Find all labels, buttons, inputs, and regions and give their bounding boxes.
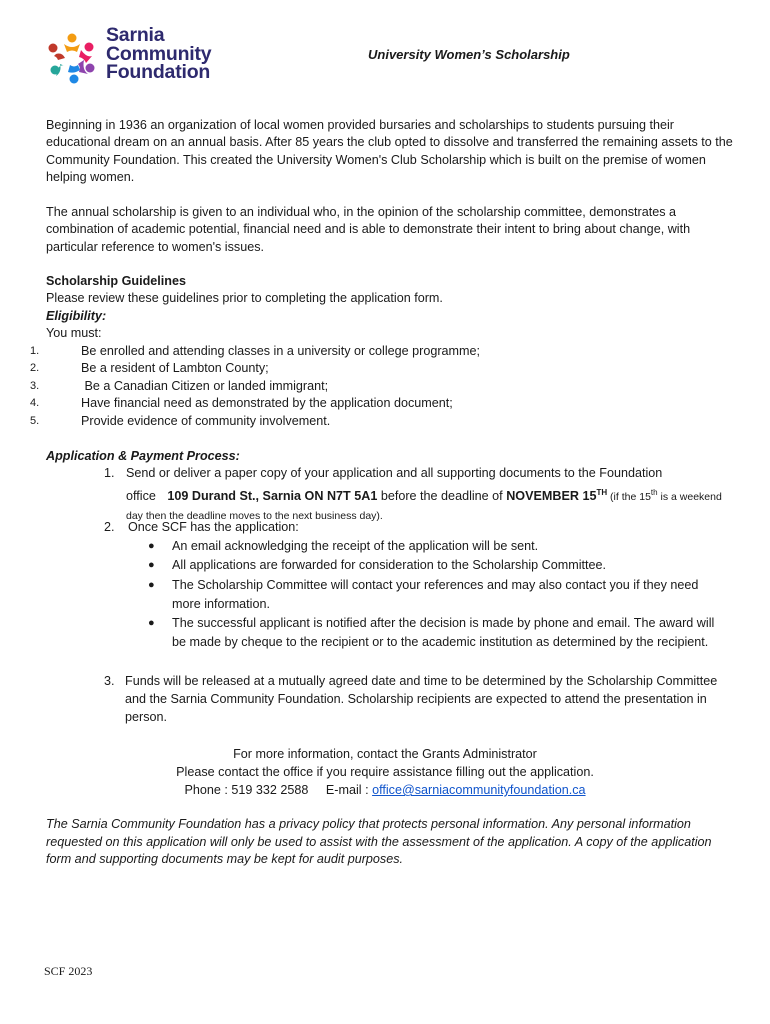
step-1-line-1: Send or deliver a paper copy of your application and all supporting documents to the Foundation [126, 466, 663, 480]
process-heading: Application & Payment Process: [46, 449, 240, 463]
foundation-logo [44, 26, 224, 88]
phone-label: Phone : 519 332 2588 [184, 783, 309, 797]
eligibility-heading: Eligibility: [46, 308, 107, 323]
weekend-note-line-2: day then the deadline moves to the next business day). [126, 510, 383, 522]
you-must-label: You must: [46, 326, 102, 341]
bullet-icon: ● [148, 617, 155, 629]
eligibility-list [0, 343, 700, 430]
list-number: 1. [30, 345, 40, 357]
logo-line-2: Community [106, 42, 212, 65]
weekend-note-b: is a weekend [657, 491, 722, 503]
intro-paragraph-1 [46, 117, 736, 187]
guidelines-section [46, 273, 736, 343]
privacy-notice: The Sarnia Community Foundation has a privacy policy that protects personal information. Any personal information requested on this application will only be used to assist with the assessment of the application. A copy of the application form and supporting documents may be kept for audit purposes. [46, 817, 712, 867]
step-1-content [126, 464, 736, 526]
step-number: 2. [104, 520, 115, 534]
intro-text-1: Beginning in 1936 an organization of local women provided bursaries and scholarships to students pursuing their educational dream on an annual basis. After 85 years the club opted to dissolve and transferred the remaining assets to the Community Foundation. This created the University Women's Club Scholarship which is built on the premise of women helping women. [46, 118, 733, 185]
list-item [0, 343, 700, 360]
footer-code: SCF 2023 [44, 964, 93, 978]
step-2-text: Once SCF has the application: [128, 520, 299, 534]
logo-wordmark [106, 26, 211, 82]
list-number: 2. [30, 362, 40, 375]
bullet-text: The Scholarship Committee will contact your references and may also contact you if they need more information. [172, 578, 699, 612]
bullet-icon: ● [148, 540, 155, 552]
foundation-address: 109 Durand St., Sarnia ON N7T 5A1 [167, 489, 378, 503]
list-text: Provide evidence of community involvement. [81, 413, 331, 428]
contact-line-1: For more information, contact the Grants Administrator [233, 747, 537, 761]
bullet-icon: ● [148, 579, 155, 591]
email-label: E-mail : [325, 783, 373, 797]
office-label: office [126, 489, 156, 503]
step-number: 1. [104, 466, 115, 480]
list-number: 4. [30, 397, 40, 410]
list-number: 3. [30, 379, 40, 392]
list-number: 5. [30, 414, 40, 427]
list-text: Have financial need as demonstrated by the application document; [81, 396, 453, 411]
step-1-line-2 [126, 483, 736, 507]
contact-line-3 [0, 781, 770, 799]
list-text: Be a Canadian Citizen or landed immigrant; [81, 378, 329, 393]
guidelines-heading: Scholarship Guidelines [46, 274, 186, 288]
list-item [0, 395, 700, 412]
weekend-note-a: (if the 15 [607, 491, 651, 503]
bullet-text: An email acknowledging the receipt of the application will be sent. [172, 539, 539, 553]
logo-line-1: Sarnia [106, 24, 165, 46]
contact-block [0, 745, 770, 799]
step-3-text: Funds will be released at a mutually agreed date and time to be determined by the Scholarship Committee and the Sarnia Community Foundation. Scholarship recipients are expected to attend the presentation in person. [125, 674, 718, 724]
logo-line-3: Foundation [106, 61, 211, 83]
community-people-logo-icon [44, 30, 100, 86]
deadline-date: NOVEMBER 15 [506, 489, 597, 503]
document-title: University Women’s Scholarship [368, 47, 570, 62]
list-text: Be a resident of Lambton County; [81, 361, 269, 376]
deadline-prefix: before the deadline of [377, 489, 507, 503]
list-text: Be enrolled and attending classes in a university or college programme; [81, 344, 481, 358]
list-item [0, 378, 700, 395]
deadline-superscript: TH [596, 488, 608, 497]
intro-text-2: The annual scholarship is given to an individual who, in the opinion of the scholarship committee, demonstrates a combination of academic potential, financial need and is able to demonstrate their intent to bring about change, with particular reference to women's issues. [46, 205, 691, 254]
weekend-note-superscript: th [650, 488, 658, 497]
step-number: 3. [104, 674, 115, 688]
bullet-text: The successful applicant is notified after the decision is made by phone and email. The award will be made by cheque to the recipient or to the academic institution as determined by the recipient. [172, 616, 715, 650]
list-item [0, 413, 700, 430]
intro-paragraph-2 [46, 204, 736, 256]
bullet-text: All applications are forwarded for consideration to the Scholarship Committee. [172, 558, 607, 572]
guidelines-intro: Please review these guidelines prior to completing the application form. [46, 291, 443, 306]
list-item [0, 360, 700, 377]
email-link[interactable]: office@sarniacommunityfoundation.ca [372, 783, 586, 797]
contact-line-2: Please contact the office if you require assistance filling out the application. [176, 765, 594, 779]
bullet-icon: ● [148, 559, 155, 571]
